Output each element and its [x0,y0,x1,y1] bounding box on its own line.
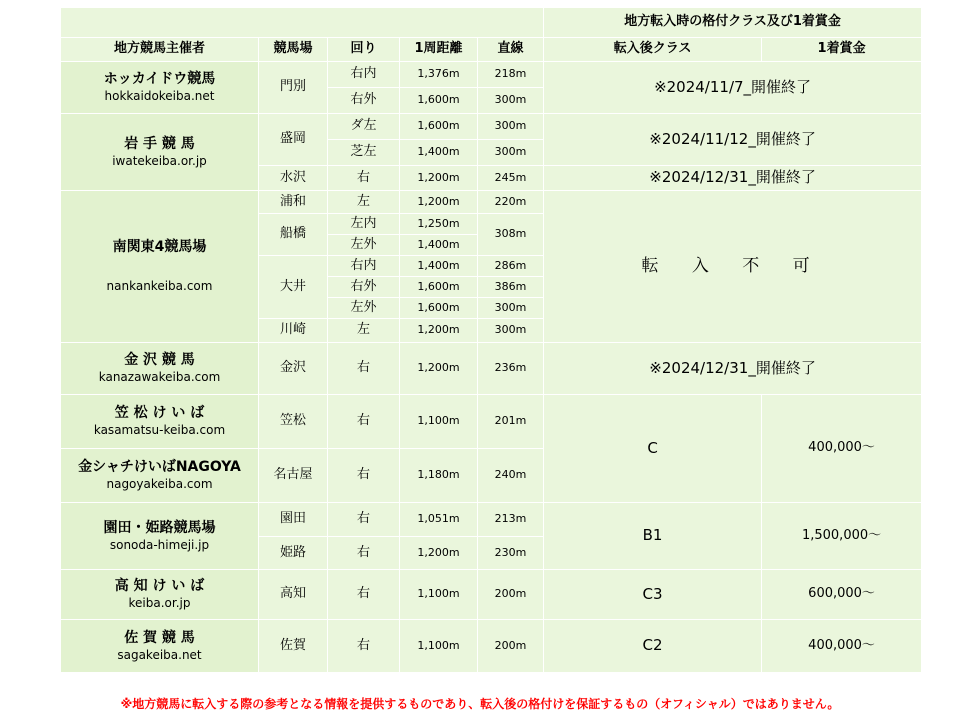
lap-distance: 1,600m [400,298,478,319]
straight-length: 240m [478,449,544,503]
org-name: 高 知 け い ば [114,578,205,595]
header-class: 転入後クラス [544,38,762,62]
straight-length: 200m [478,620,544,673]
class-tokai: C [544,395,762,503]
org-hokkaido [61,62,259,114]
org-kanazawa [61,343,259,395]
status-mizusawa: ※2024/12/31_開催終了 [544,166,922,191]
header-organizer: 地方競馬主催者 [61,38,259,62]
track-mizusawa: 水沢 [259,166,328,191]
direction: 右 [328,503,400,537]
prize-kochi: 600,000～ [762,570,922,620]
org-kasamatsu [61,395,259,449]
direction: 右 [328,343,400,395]
disclaimer-footnote: ※地方競馬に転入する際の参考となる情報を提供するものであり、転入後の格付けを保証するもの（オフィシャル）ではありません。 [120,697,840,711]
lap-distance: 1,400m [400,140,478,166]
track-nagoya: 名古屋 [259,449,328,503]
status-morioka: ※2024/11/12_開催終了 [544,114,922,166]
org-name: 園田・姫路競馬場 [103,519,216,536]
direction: 左外 [328,235,400,256]
direction: 右内 [328,62,400,88]
prize-saga: 400,000～ [762,620,922,673]
direction: 右 [328,620,400,673]
direction: 右外 [328,277,400,298]
lap-distance: 1,400m [400,256,478,277]
org-url: hokkaidokeiba.net [104,89,215,104]
direction: 左 [328,191,400,214]
org-url: iwatekeiba.or.jp [112,153,207,168]
lap-distance: 1,100m [400,620,478,673]
header-prize: 1着賞金 [762,38,922,62]
lap-distance: 1,200m [400,343,478,395]
org-url: sagakeiba.net [117,647,202,662]
lap-distance: 1,200m [400,191,478,214]
track-kasamatsu: 笠松 [259,395,328,449]
straight-length: 213m [478,503,544,537]
org-name: 金 沢 競 馬 [124,352,195,369]
lap-distance: 1,180m [400,449,478,503]
header-group-title: 地方転入時の格付クラス及び1着賞金 [544,8,922,38]
lap-distance: 1,250m [400,214,478,235]
prize-hyogo: 1,500,000～ [762,503,922,570]
org-name: 金シャチけいばNAGOYA [78,459,241,476]
straight-length: 300m [478,114,544,140]
header-lap: 1周距離 [400,38,478,62]
straight-length: 220m [478,191,544,214]
straight-length: 230m [478,537,544,570]
straight-length: 200m [478,570,544,620]
track-urawa: 浦和 [259,191,328,214]
status-monbetsu: ※2024/11/7_開催終了 [544,62,922,114]
straight-length: 300m [478,88,544,114]
lap-distance: 1,100m [400,570,478,620]
direction: 右 [328,537,400,570]
prize-tokai: 400,000～ [762,395,922,503]
org-url: nankankeiba.com [106,279,213,294]
straight-length: 286m [478,256,544,277]
track-monbetsu: 門別 [259,62,328,114]
org-url: kasamatsu-keiba.com [93,423,226,438]
org-name: 岩 手 競 馬 [124,135,195,152]
direction: 右内 [328,256,400,277]
straight-length: 300m [478,298,544,319]
org-iwate [61,114,259,191]
org-name: 南関東4競馬場 [112,239,207,256]
org-url: sonoda-himeji.jp [109,537,210,552]
track-kawasaki: 川崎 [259,319,328,343]
track-funabashi: 船橋 [259,214,328,256]
status-minamikanto: 転 入 不 可 [544,191,922,343]
direction: 右 [328,570,400,620]
header-straight: 直線 [478,38,544,62]
direction: ダ左 [328,114,400,140]
direction: 芝左 [328,140,400,166]
class-saga: C2 [544,620,762,673]
track-kanazawa: 金沢 [259,343,328,395]
org-minamikanto [61,191,259,343]
direction: 右 [328,395,400,449]
status-kanazawa: ※2024/12/31_開催終了 [544,343,922,395]
lap-distance: 1,200m [400,166,478,191]
org-url: nagoyakeiba.com [106,477,213,492]
direction: 右 [328,449,400,503]
straight-length: 245m [478,166,544,191]
header-blank [61,8,544,38]
lap-distance: 1,600m [400,88,478,114]
direction: 左外 [328,298,400,319]
transfer-info-table [60,7,922,673]
lap-distance: 1,376m [400,62,478,88]
track-ooi: 大井 [259,256,328,319]
track-saga: 佐賀 [259,620,328,673]
straight-length: 236m [478,343,544,395]
straight-length: 308m [478,214,544,256]
class-hyogo: B1 [544,503,762,570]
direction: 右外 [328,88,400,114]
direction: 左 [328,319,400,343]
direction: 右 [328,166,400,191]
lap-distance: 1,100m [400,395,478,449]
track-himeji: 姫路 [259,537,328,570]
org-saga [61,620,259,673]
track-sonoda: 園田 [259,503,328,537]
org-sonoda-himeji [61,503,259,570]
org-url: keiba.or.jp [128,596,191,611]
straight-length: 300m [478,140,544,166]
class-kochi: C3 [544,570,762,620]
lap-distance: 1,400m [400,235,478,256]
lap-distance: 1,600m [400,114,478,140]
straight-length: 386m [478,277,544,298]
straight-length: 201m [478,395,544,449]
straight-length: 218m [478,62,544,88]
org-name: 笠 松 け い ば [114,405,205,422]
org-nagoya [61,449,259,503]
lap-distance: 1,200m [400,537,478,570]
header-direction: 回り [328,38,400,62]
org-name: 佐 賀 競 馬 [124,629,195,646]
org-url: kanazawakeiba.com [98,370,221,385]
header-track: 競馬場 [259,38,328,62]
straight-length: 300m [478,319,544,343]
lap-distance: 1,600m [400,277,478,298]
org-kochi [61,570,259,620]
direction: 左内 [328,214,400,235]
lap-distance: 1,051m [400,503,478,537]
track-kochi: 高知 [259,570,328,620]
track-morioka: 盛岡 [259,114,328,166]
lap-distance: 1,200m [400,319,478,343]
org-name: ホッカイドウ競馬 [103,71,216,88]
